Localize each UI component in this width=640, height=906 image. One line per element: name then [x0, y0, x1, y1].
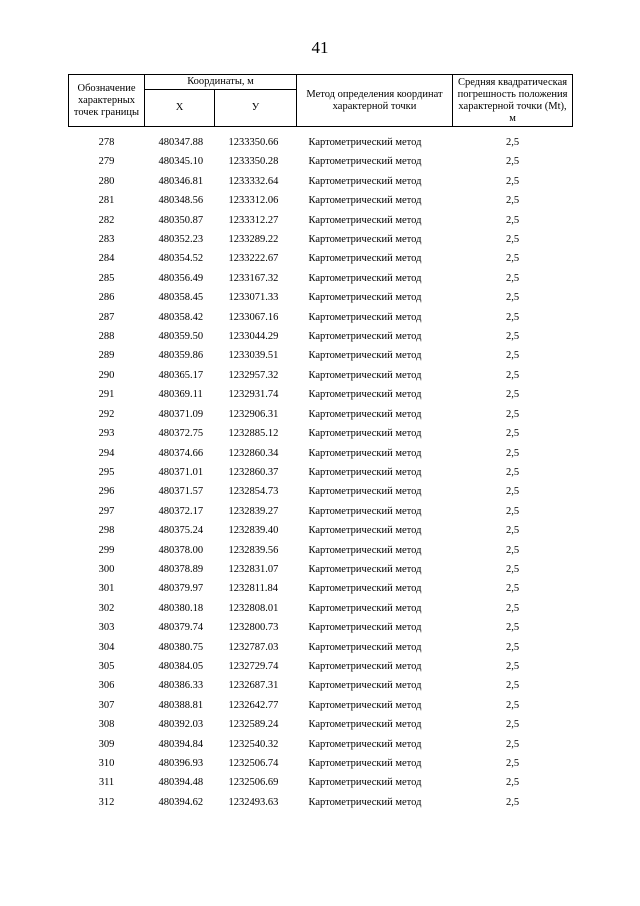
cell-y: 1232506.69 [228, 777, 279, 789]
cell-method: Картометрический метод [308, 408, 422, 420]
cell-point-id: 278 [98, 137, 115, 148]
cell-method: Картометрический метод [308, 680, 422, 692]
cell-x: 480374.66 [158, 447, 204, 459]
cell-y: 1232839.56 [228, 544, 279, 556]
cell-method: Картометрический метод [308, 369, 422, 381]
cell-method: Картометрический метод [308, 311, 422, 323]
table-header [69, 75, 573, 127]
table-row [69, 211, 573, 230]
cell-x: 480375.24 [158, 525, 204, 537]
cell-y: 1233312.27 [228, 214, 279, 226]
cell-error: 2,5 [505, 428, 520, 440]
table-row [69, 230, 573, 249]
cell-y: 1232642.77 [228, 699, 279, 711]
cell-method: Картометрический метод [308, 389, 422, 401]
header-error: Средняя квадратическая погрешность положения характерной точки (Mt), м [453, 75, 573, 127]
cell-y: 1232589.24 [228, 719, 279, 731]
cell-error: 2,5 [505, 350, 520, 362]
cell-method: Картометрический метод [308, 466, 422, 478]
cell-x: 480356.49 [158, 272, 204, 284]
cell-y: 1233222.67 [228, 253, 279, 265]
cell-y: 1232885.12 [228, 428, 279, 440]
cell-point-id: 282 [98, 214, 115, 226]
cell-method: Картометрический метод [308, 156, 422, 168]
cell-y: 1232687.31 [228, 680, 279, 692]
table-row [69, 521, 573, 540]
table-row [69, 405, 573, 424]
cell-y: 1232506.74 [228, 758, 279, 769]
cell-method: Картометрический метод [308, 525, 422, 537]
table-row [69, 657, 573, 676]
cell-point-id: 302 [98, 602, 115, 614]
cell-point-id: 311 [98, 777, 115, 789]
cell-y: 1232811.84 [228, 583, 278, 595]
cell-x: 480394.62 [158, 796, 204, 808]
cell-method: Картометрический метод [308, 175, 422, 187]
cell-error: 2,5 [505, 525, 520, 537]
cell-y: 1232729.74 [228, 660, 279, 672]
cell-y: 1233039.51 [228, 350, 279, 362]
cell-error: 2,5 [505, 447, 520, 459]
table-row [69, 638, 573, 657]
cell-point-id: 296 [98, 486, 115, 498]
cell-point-id: 289 [98, 350, 115, 362]
header-point-id: Обозначение характерных точек границы [69, 75, 145, 127]
cell-error: 2,5 [505, 699, 520, 711]
cell-method: Картометрический метод [308, 777, 422, 789]
page-number: 41 [311, 38, 329, 57]
cell-error: 2,5 [505, 622, 520, 634]
cell-error: 2,5 [505, 272, 520, 284]
table-body [69, 127, 573, 813]
cell-x: 480358.42 [158, 311, 204, 323]
cell-y: 1233312.06 [228, 195, 279, 207]
table-row [69, 444, 573, 463]
table-row [69, 288, 573, 307]
cell-method: Картометрический метод [308, 758, 422, 769]
cell-method: Картометрический метод [308, 137, 422, 148]
cell-point-id: 286 [98, 292, 115, 304]
cell-x: 480392.03 [158, 719, 204, 731]
cell-y: 1233289.22 [228, 234, 279, 246]
cell-method: Картометрический метод [308, 428, 422, 440]
cell-x: 480380.18 [158, 602, 204, 614]
table-row [69, 482, 573, 501]
cell-point-id: 305 [98, 660, 115, 672]
cell-error: 2,5 [505, 408, 520, 420]
cell-error: 2,5 [505, 175, 520, 187]
table-row [69, 152, 573, 171]
cell-error: 2,5 [505, 563, 520, 575]
cell-error: 2,5 [505, 234, 520, 246]
table-row [69, 346, 573, 365]
cell-point-id: 295 [98, 466, 115, 478]
cell-method: Картометрический метод [308, 563, 422, 575]
cell-y: 1233350.66 [228, 137, 279, 148]
cell-y: 1232906.31 [228, 408, 279, 420]
cell-point-id: 309 [98, 738, 115, 750]
cell-error: 2,5 [505, 680, 520, 692]
table-row [69, 793, 573, 812]
cell-error: 2,5 [505, 156, 520, 168]
cell-error: 2,5 [505, 369, 520, 381]
cell-point-id: 312 [98, 796, 115, 808]
cell-method: Картометрический метод [308, 602, 422, 614]
cell-method: Картометрический метод [308, 253, 422, 265]
cell-method: Картометрический метод [308, 234, 422, 246]
cell-point-id: 294 [98, 447, 115, 459]
table-row [69, 618, 573, 637]
cell-x: 480371.09 [158, 408, 204, 420]
cell-x: 480350.87 [158, 214, 204, 226]
cell-y: 1232854.73 [228, 486, 279, 498]
cell-y: 1232831.07 [228, 563, 279, 575]
cell-y: 1232787.03 [228, 641, 279, 653]
cell-x: 480352.23 [158, 234, 204, 246]
cell-x: 480378.89 [158, 563, 204, 575]
cell-method: Картометрический метод [308, 660, 422, 672]
cell-x: 480365.17 [158, 369, 204, 381]
cell-method: Картометрический метод [308, 331, 422, 343]
cell-point-id: 308 [98, 719, 115, 731]
cell-point-id: 291 [98, 389, 115, 401]
cell-point-id: 303 [98, 622, 115, 634]
table-row [69, 579, 573, 598]
table-row [69, 127, 573, 153]
table-row [69, 696, 573, 715]
cell-method: Картометрический метод [308, 796, 422, 808]
cell-y: 1233044.29 [228, 331, 279, 343]
cell-x: 480354.52 [158, 253, 204, 265]
cell-x: 480371.01 [158, 466, 204, 478]
cell-method: Картометрический метод [308, 292, 422, 304]
cell-y: 1232540.32 [228, 738, 279, 750]
cell-x: 480378.00 [158, 544, 204, 556]
cell-error: 2,5 [505, 195, 520, 207]
cell-point-id: 290 [98, 369, 115, 381]
cell-point-id: 292 [98, 408, 115, 420]
cell-error: 2,5 [505, 544, 520, 556]
cell-x: 480359.50 [158, 331, 204, 343]
cell-error: 2,5 [505, 758, 520, 769]
cell-x: 480384.05 [158, 660, 204, 672]
table-row [69, 366, 573, 385]
table-row [69, 385, 573, 404]
cell-y: 1232839.40 [228, 525, 279, 537]
cell-point-id: 306 [98, 680, 115, 692]
cell-x: 480346.81 [158, 175, 204, 187]
cell-x: 480359.86 [158, 350, 204, 362]
cell-point-id: 293 [98, 428, 115, 440]
cell-method: Картометрический метод [308, 195, 422, 207]
cell-error: 2,5 [505, 331, 520, 343]
cell-method: Картометрический метод [308, 544, 422, 556]
cell-method: Картометрический метод [308, 486, 422, 498]
cell-x: 480372.75 [158, 428, 204, 440]
cell-point-id: 304 [98, 641, 115, 653]
cell-x: 480372.17 [158, 505, 204, 517]
cell-error: 2,5 [505, 214, 520, 226]
cell-method: Картометрический метод [308, 699, 422, 711]
header-x: X [145, 90, 215, 127]
cell-x: 480388.81 [158, 699, 204, 711]
cell-x: 480396.93 [158, 758, 204, 769]
cell-error: 2,5 [505, 777, 520, 789]
cell-error: 2,5 [505, 796, 520, 808]
cell-error: 2,5 [505, 311, 520, 323]
cell-error: 2,5 [505, 466, 520, 478]
table-row [69, 560, 573, 579]
cell-point-id: 281 [98, 195, 115, 207]
cell-point-id: 280 [98, 175, 115, 187]
header-coordinates: Координаты, м [145, 75, 297, 90]
cell-point-id: 283 [98, 234, 115, 246]
cell-x: 480379.74 [158, 622, 204, 634]
cell-error: 2,5 [505, 583, 520, 595]
cell-x: 480380.75 [158, 641, 204, 653]
table-row [69, 327, 573, 346]
cell-y: 1232800.73 [228, 622, 279, 634]
cell-method: Картометрический метод [308, 447, 422, 459]
cell-x: 480394.84 [158, 738, 204, 750]
cell-x: 480379.97 [158, 583, 204, 595]
table-row [69, 308, 573, 327]
cell-point-id: 298 [98, 525, 115, 537]
table-row [69, 191, 573, 210]
cell-method: Картометрический метод [308, 214, 422, 226]
cell-x: 480348.56 [158, 195, 204, 207]
header-method: Метод определения координат характерной точки [297, 75, 453, 127]
cell-y: 1233067.16 [228, 311, 279, 323]
cell-point-id: 287 [98, 311, 115, 323]
cell-y: 1232493.63 [228, 796, 279, 808]
table-row [69, 676, 573, 695]
cell-error: 2,5 [505, 486, 520, 498]
cell-point-id: 300 [98, 563, 115, 575]
table-row [69, 172, 573, 191]
cell-x: 480358.45 [158, 292, 204, 304]
cell-point-id: 299 [98, 544, 115, 556]
cell-error: 2,5 [505, 292, 520, 304]
cell-method: Картометрический метод [308, 719, 422, 731]
cell-method: Картометрический метод [308, 738, 422, 750]
cell-y: 1233071.33 [228, 292, 279, 304]
cell-y: 1232931.74 [228, 389, 279, 401]
cell-point-id: 284 [98, 253, 115, 265]
cell-y: 1233350.28 [228, 156, 279, 168]
cell-method: Картометрический метод [308, 272, 422, 284]
coordinates-table [68, 74, 573, 812]
table-row [69, 424, 573, 443]
cell-point-id: 307 [98, 699, 115, 711]
cell-error: 2,5 [505, 602, 520, 614]
cell-error: 2,5 [505, 738, 520, 750]
cell-x: 480371.57 [158, 486, 204, 498]
cell-method: Картометрический метод [308, 505, 422, 517]
cell-point-id: 285 [98, 272, 115, 284]
cell-error: 2,5 [505, 641, 520, 653]
table-row [69, 754, 573, 773]
table-row [69, 773, 573, 792]
cell-y: 1232839.27 [228, 505, 279, 517]
cell-error: 2,5 [505, 719, 520, 731]
table-row [69, 715, 573, 734]
table-row [69, 502, 573, 521]
cell-point-id: 288 [98, 331, 115, 343]
table-row [69, 735, 573, 754]
cell-error: 2,5 [505, 137, 520, 148]
cell-y: 1232808.01 [228, 602, 279, 614]
cell-method: Картометрический метод [308, 622, 422, 634]
table-row [69, 269, 573, 288]
cell-y: 1233332.64 [228, 175, 279, 187]
cell-x: 480394.48 [158, 777, 204, 789]
cell-y: 1232957.32 [228, 369, 279, 381]
cell-x: 480369.11 [158, 389, 203, 401]
cell-y: 1232860.34 [228, 447, 279, 459]
table-row [69, 463, 573, 482]
cell-error: 2,5 [505, 660, 520, 672]
cell-point-id: 279 [98, 156, 115, 168]
cell-point-id: 297 [98, 505, 115, 517]
cell-error: 2,5 [505, 505, 520, 517]
table-row [69, 599, 573, 618]
cell-x: 480345.10 [158, 156, 204, 168]
table-row [69, 541, 573, 560]
cell-x: 480386.33 [158, 680, 204, 692]
cell-y: 1233167.32 [228, 272, 279, 284]
header-y: У [215, 90, 297, 127]
table-row [69, 249, 573, 268]
cell-x: 480347.88 [158, 137, 204, 148]
cell-method: Картометрический метод [308, 641, 422, 653]
cell-point-id: 310 [98, 758, 115, 769]
cell-method: Картометрический метод [308, 350, 422, 362]
cell-error: 2,5 [505, 389, 520, 401]
cell-method: Картометрический метод [308, 583, 422, 595]
cell-y: 1232860.37 [228, 466, 279, 478]
cell-point-id: 301 [98, 583, 115, 595]
cell-error: 2,5 [505, 253, 520, 265]
